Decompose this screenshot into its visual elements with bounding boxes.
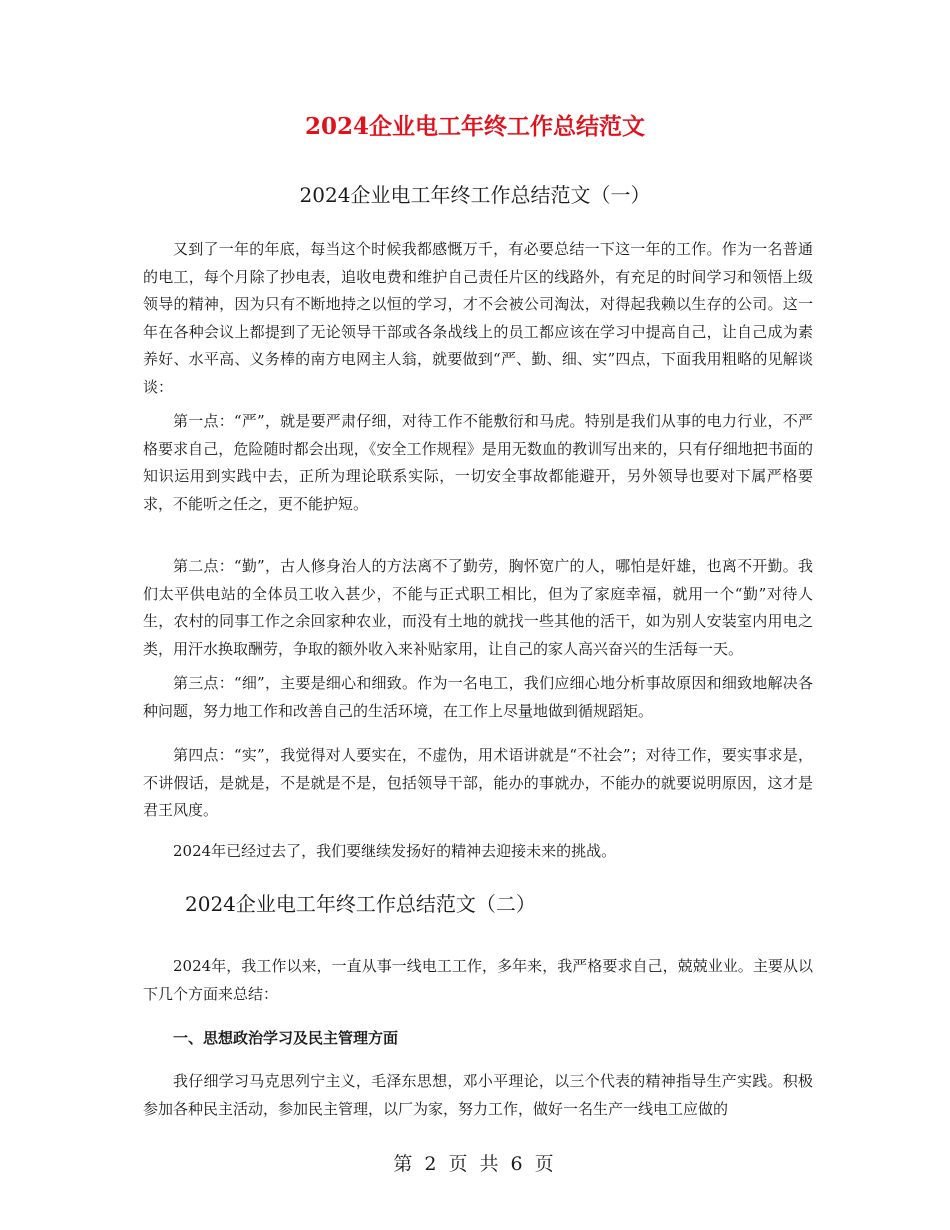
paragraph-intro: 又到了一年的年底，每当这个时候我都感慨万千，有必要总结一下这一年的工作。作为一名普通的电工，每个月除了抄电表，追收电费和维护自己责任片区的线路外，有充足的时间学习和领悟上级领导的精神，因为只有不断地持之以恒的学习，才不会被公司淘汰，对得起我赖以生存的公司。这一年在各种会议上都提到了无论领导干部或各条战线上的员工都应该在学习中提高自己，让自己成为素养好、水平高、义务棒的南方电网主人翁，就要做到“严、勤、细、实”四点，下面我用粗略的见解谈谈： — [143, 240, 813, 396]
paragraph-point-1: 第一点：“严”，就是要严肃仔细，对待工作不能敷衍和马虎。特别是我们从事的电力行业，不严格要求自己，危险随时都会出现，《安全工作规程》是用无数血的教训写出来的，只有仔细地把书面的知识运用到实践中去，正所为理论联系实际，一切安全事故都能避开，另外领导也要对下属严格要求，不能听之任之，更不能护短。 — [143, 412, 813, 513]
paragraph-politics: 我仔细学习马克思列宁主义，毛泽东思想，邓小平理论，以三个代表的精神指导生产实践。积极参加各种民主活动，参加民主管理，以厂为家，努力工作，做好一名生产一线电工应做的 — [143, 1072, 813, 1118]
section-title-1: 2024企业电工年终工作总结范文（一） — [299, 183, 651, 207]
paragraph-point-2: 第二点：“勤”，古人修身治人的方法离不了勤劳，胸怀宽广的人，哪怕是奸雄，也离不开勤。我们太平供电站的全体员工收入甚少，不能与正式职工相比，但为了家庭幸福，就用一个“勤”对待人生，农村的同事工作之余回家种农业，而没有土地的就找一些其他的活干，如为别人安装室内用电之类，用汗水换取酬劳，争取的额外收入来补贴家用，让自己的家人高兴奋兴的生活每一天。 — [143, 557, 813, 658]
paragraph-section2-intro: 2024年，我工作以来，一直从事一线电工工作，多年来，我严格要求自己，兢兢业业。主要从以下几个方面来总结： — [143, 957, 813, 1003]
paragraph-closing: 2024年已经过去了，我们要继续发扬好的精神去迎接未来的挑战。 — [173, 842, 617, 860]
section-title-2: 2024企业电工年终工作总结范文（二） — [185, 892, 536, 916]
document-title: 2024企业电工年终工作总结范文 — [304, 113, 645, 140]
paragraph-point-3: 第三点：“细”，主要是细心和细致。作为一名电工，我们应细心地分析事故原因和细致地解决各种问题，努力地工作和改善自己的生活环境，在工作上尽量地做到循规蹈矩。 — [143, 674, 813, 720]
subheading-politics: 一、思想政治学习及民主管理方面 — [173, 1029, 399, 1047]
page-number-footer: 第 2 页 共 6 页 — [393, 1153, 557, 1175]
paragraph-point-4: 第四点：“实”，我觉得对人要实在，不虚伪，用术语讲就是“不社会”；对待工作，要实事求是，不讲假话，是就是，不是就是不是，包括领导干部，能办的事就办，不能办的就要说明原因，这才是君王风度。 — [143, 746, 813, 819]
